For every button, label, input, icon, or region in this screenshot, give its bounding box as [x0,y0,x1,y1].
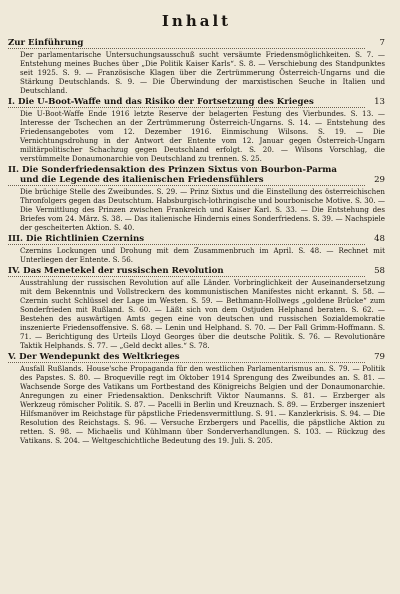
page-title: Inhalt [161,12,232,30]
entry-heading-row [8,234,385,244]
entry-page-number: 7 [379,38,385,48]
toc-entry-chapter-3 [8,234,385,264]
toc-entry-chapter-1 [8,97,385,163]
heading-rule [8,276,365,277]
toc-entry-chapter-2 [8,165,385,232]
entry-summary: Die brüchige Stelle des Zweibundes. S. 29. — Prinz Sixtus und die Einstellung des österreichischen Thronfolgers gegen das Deutschtum. Habsburgisch-lothringische und bourbonische Motive. S. 30. — Die Vermittlung des Prinzen zwischen Frankreich und Kaiser Karl. S. 33. — Die Entstehung des Briefes vom 24. März. S. 38. — Das italienische Hindernis eines Sonderfriedens. S. 39. — Nachspiele der gescheiterten Aktion. S. 40. [20,187,385,232]
entry-summary: Die U-Boot-Waffe Ende 1916 letzte Reserve der belagerten Festung des Vierbundes. S. 13. — Interesse der Tschechen an der Zertrümmerung Österreich-Ungarns. S. 14. — Entstehung des Friedensangebotes vom 12. Dezember 1916. Einmischung Wilsons. S. 19. — Die Vernichtungsdrohung in der Antwort der Entente vom 12. Januar gegen Österreich-Ungarn militärpolitischer Schachzug gegen Deutschland erfolgt. S. 20. — Wilsons Vorschlag, die verstümmelte Donaumonarchie von Deutschland zu trennen. S. 25. [20,109,385,163]
entry-heading-row [8,352,385,362]
heading-rule [8,362,365,363]
entry-summary: Ausstrahlung der russischen Revolution auf alle Länder. Vorbringlichkeit der Auseinandersetzung mit dem Bekenntnis und Vollstreckern des kommunistischen Manifestes nicht erkannt. S. 58. — Czernin sucht Schlüssel der Lage im Westen. S. 59. — Bethmann-Hollwegs „goldene Brücke“ zum Sonderfrieden mit Rußland. S. 60. — Läßt sich von dem Ostjuden Helphand beraten. S. 62. — Bestehen des auswärtigen Amts gegen eine von deutschen und russischen Sozialdemokratie inszenierte Friedensoffensive. S. 68. — Lenin und Helphand. S. 70. — Der Fall Grimm-Hoffmann. S. 71. — Berichtigung des Urteils Lloyd Georges über die deutsche Politik. S. 76. — Revolutionäre Taktik Helphands. S. 77. — „Geld deckt alles.“ S. 78. [20,278,385,350]
entry-page-number: 58 [374,266,385,276]
entry-summary: Ausfall Rußlands. House'sche Propaganda für den westlichen Parlamentarismus an. S. 79. — Politik des Papstes. S. 80. — Broqueville regt im Oktober 1914 Sprengung des Zweibundes an. S. 81. — Wachsende Sorge des Vatikans um Fortbestand des Königreichs Belgien und der Donaumonarchie. Anregungen zu einer Friedensaktion. Denkschrift Viktor Naumanns. S. 81. — Erzberger als Werkzeug römischer Politik. S. 87. — Pacelli in Berlin und Kreuznach. S. 89. — Erzberger inszeniert Hilfsmanöver im Reichstage für päpstliche Friedensvermittlung. S. 91. — Kanzlerkrisis. S. 94. — Die Resolution des Reichstags. S. 96. — Versuche Erzbergers und Pacellis, die päpstliche Aktion zu retten. S. 98. — Michaelis und Kühlmann über Sonderverhandlungen. S. 103. — Rückzug des Vatikans. S. 204. — Weltgeschichtliche Bedeutung des 19. Juli. S. 205. [20,364,385,445]
heading-rule [8,185,365,186]
entry-page-number: 29 [374,175,385,185]
entry-heading-continued: und die Legende des italienischen Friedensfühlers [20,175,264,185]
entry-heading: II. Die Sonderfriedensaktion des Prinzen Sixtus von Bourbon-Parma [8,165,337,175]
entry-heading: Zur Einführung [8,38,84,48]
entry-heading-row [8,266,385,276]
entry-heading-row [8,97,385,107]
entry-page-number: 13 [374,97,385,107]
entry-summary: Der parlamentarische Untersuchungsausschuß sucht versäumte Friedensmöglichkeiten. S. 7. — Entstehung meines Buches über „Die Politik Kaiser Karls“. S. 8. — Verschiebung des Standpunktes seit 1925. S. 9. — Französische Klagen über die Zertrümmerung Österreich-Ungarns und die Stärkung Deutschlands. S. 9. — Die Überwindung der marxistischen Seuche in Italien und Deutschland. [20,50,385,95]
entry-heading: III. Die Richtlinien Czernins [8,234,145,244]
heading-rule [8,244,365,245]
toc-entry-chapter-4 [8,266,385,350]
entry-heading-row-2 [8,175,385,185]
entry-heading-row [8,165,385,175]
entry-page-number: 79 [374,352,385,362]
entry-heading-row [8,38,385,48]
heading-rule [8,48,365,49]
entry-heading: I. Die U-Boot-Waffe und das Risiko der Fortsetzung des Krieges [8,97,314,107]
toc-entry-chapter-5 [8,352,385,445]
entry-heading: IV. Das Menetekel der russischen Revolution [8,266,224,276]
entry-page-number: 48 [374,234,385,244]
toc-entry-intro [8,38,385,95]
entry-heading: V. Der Wendepunkt des Weltkrieges [8,352,180,362]
entry-summary: Czernins Lockungen und Drohung mit dem Zusammenbruch im April. S. 48. — Rechnet mit Unterliegen der Entente. S. 56. [20,246,385,264]
heading-rule [8,107,365,108]
